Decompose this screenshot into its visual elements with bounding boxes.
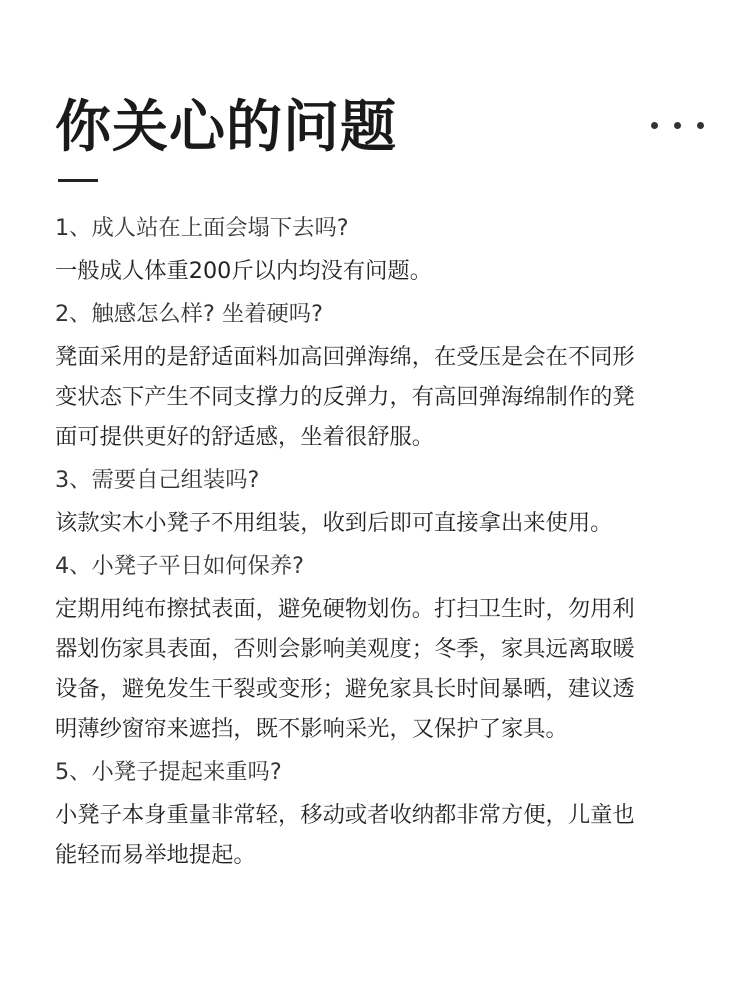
faq-item <box>55 208 705 291</box>
faq-answer-line: 变状态下产生不同支撑力的反弹力，有高回弹海绵制作的凳 <box>55 384 635 410</box>
faq-answer-line: 一般成人体重200斤以内均没有问题。 <box>55 258 433 284</box>
page-title: 你关心的问题 <box>55 95 397 160</box>
faq-answer-line: 该款实木小凳子不用组装，收到后即可直接拿出来使用。 <box>55 510 613 536</box>
faq-answer-line: 凳面采用的是舒适面料加高回弹海绵，在受压是会在不同形 <box>55 344 635 370</box>
faq-list <box>55 208 705 878</box>
faq-item <box>55 752 705 875</box>
faq-answer-line: 明薄纱窗帘来遮挡，既不影响采光，又保护了家具。 <box>55 716 568 742</box>
faq-question: 4、小凳子平日如何保养? <box>55 553 304 579</box>
faq-answer-line: 小凳子本身重量非常轻，移动或者收纳都非常方便，儿童也 <box>55 802 635 828</box>
faq-answer-line: 定期用纯布擦拭表面，避免硬物划伤。打扫卫生时，勿用利 <box>55 596 635 622</box>
faq-question: 5、小凳子提起来重吗? <box>55 759 282 785</box>
faq-item <box>55 546 705 749</box>
faq-item <box>55 294 705 457</box>
more-dot <box>674 122 681 129</box>
faq-answer-line: 面可提供更好的舒适感，坐着很舒服。 <box>55 424 435 450</box>
more-dot <box>651 122 658 129</box>
faq-question: 3、需要自己组装吗? <box>55 467 260 493</box>
faq-question: 2、触感怎么样? 坐着硬吗? <box>55 301 323 327</box>
page-header <box>55 88 710 168</box>
faq-item <box>55 460 705 543</box>
faq-answer-line: 器划伤家具表面，否则会影响美观度；冬季，家具远离取暖 <box>55 636 635 662</box>
faq-answer-line: 能轻而易举地提起。 <box>55 842 256 868</box>
faq-question: 1、成人站在上面会塌下去吗? <box>55 215 349 241</box>
title-underline <box>58 179 98 182</box>
faq-answer-line: 设备，避免发生干裂或变形；避免家具长时间暴晒，建议透 <box>55 676 635 702</box>
more-horizontal-icon[interactable] <box>651 122 704 129</box>
more-dot <box>697 122 704 129</box>
